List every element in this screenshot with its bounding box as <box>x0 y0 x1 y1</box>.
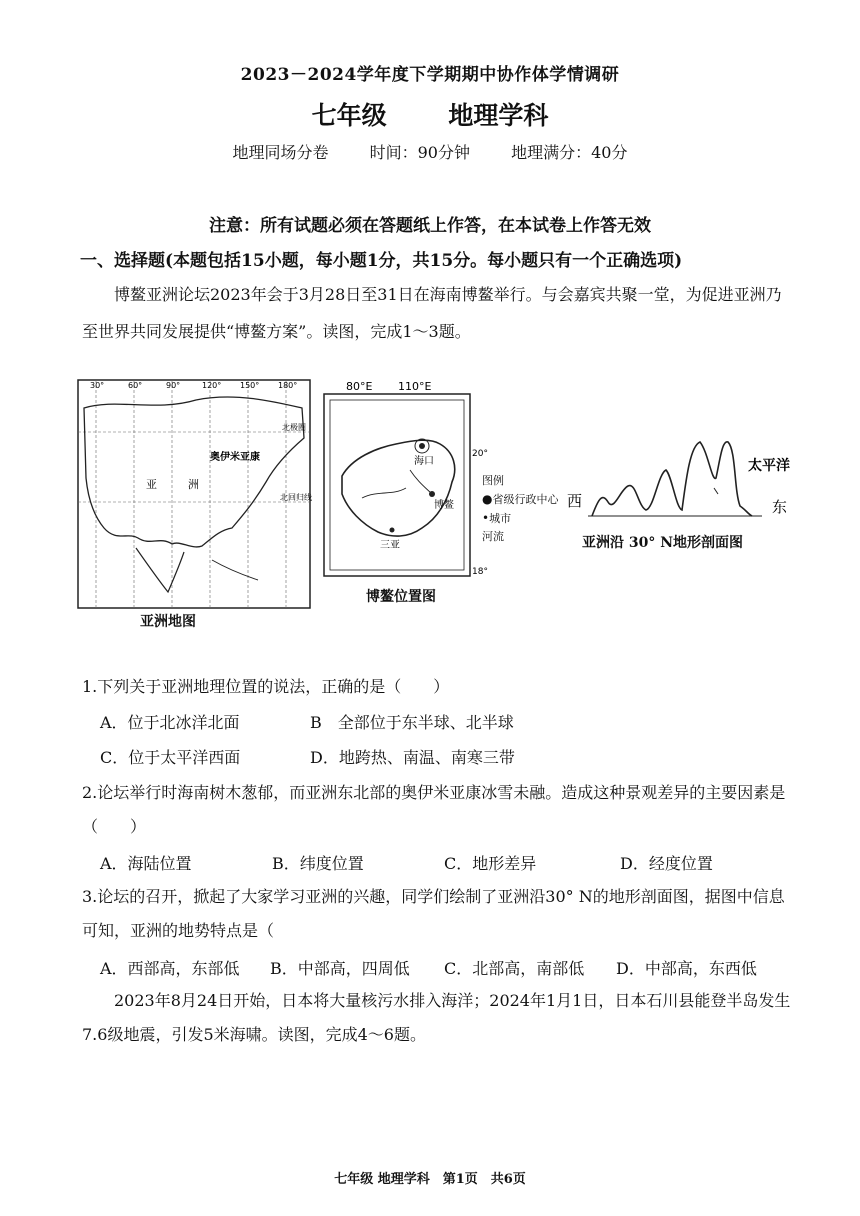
intro-paragraph: 博鳌亚洲论坛2023年会于3月28日至31日在海南博鳌举行。与会嘉宾共聚一堂，为促进亚洲乃至世界共同发展提供“博鳌方案”。读图，完成1～3题。 <box>82 285 782 341</box>
question-3-option-d: D．中部高，东西低 <box>616 959 757 978</box>
question-1-option-b: B 全部位于东半球、北半球 <box>310 713 514 732</box>
legend-river: 河流 <box>482 530 504 543</box>
zhou-label: 洲 <box>188 478 199 491</box>
section-title: 一、选择题(本题包括15小题，每小题1分，共15分。每小题只有一个正确选项) <box>80 251 683 271</box>
question-1-option-c: C．位于太平洋西面 <box>100 748 241 767</box>
subject-title: 七年级 地理学科 <box>311 101 549 130</box>
question-2-option-c: C．地形差异 <box>444 854 537 873</box>
map-legend <box>482 472 558 546</box>
question-2-option-b: B．纬度位置 <box>272 854 364 873</box>
question-3-option-b: B．中部高，四周低 <box>270 959 410 978</box>
city-dot-icon: • <box>482 511 490 525</box>
asia-map-figure <box>76 378 314 610</box>
boao-map-figure <box>322 378 488 580</box>
page-footer: 七年级 地理学科 第1页 共6页 <box>334 1172 526 1187</box>
asia-lon-60: 60° <box>128 381 143 390</box>
asia-lon-180: 180° <box>278 381 298 390</box>
question-3-option-c: C．北部高，南部低 <box>444 959 585 978</box>
exam-title: 2023－2024学年度下学期期中协作体学情调研 <box>240 65 620 85</box>
capital-dot-icon: ● <box>482 492 493 506</box>
asia-map-caption: 亚洲地图 <box>140 614 196 630</box>
legend-city: •城市 <box>482 511 512 525</box>
question-2-stem: 2.论坛举行时海南树木葱郁，而亚洲东北部的奥伊米亚康冰雪未融。造成这种景观差异的主要因素是（ ） <box>82 783 786 836</box>
question-1-option-a: A．位于北冰洋北面 <box>100 713 240 732</box>
asia-lon-90: 90° <box>166 381 181 390</box>
boao-lat-20: 20° <box>472 449 488 459</box>
tropic-label: 北回归线 <box>280 493 312 502</box>
question-1-option-d: D．地跨热、南温、南寒三带 <box>310 748 515 767</box>
profile-ocean-label: 太平洋 <box>748 458 790 474</box>
question-1-stem: 1.下列关于亚洲地理位置的说法，正确的是（ ） <box>82 677 450 696</box>
question-2-option-a: A．海陆位置 <box>100 854 192 873</box>
asia-lon-30: 30° <box>90 381 105 390</box>
asia-label: 亚 <box>146 478 157 491</box>
exam-notice: 注意：所有试题必须在答题纸上作答，在本试卷上作答无效 <box>209 216 651 236</box>
question-3-stem: 3.论坛的召开，掀起了大家学习亚洲的兴趣，同学们绘制了亚洲沿30° N的地形剖面图，据图中信息可知，亚洲的地势特点是（ <box>82 887 785 940</box>
arctic-circle-label: 北极圈 <box>282 423 306 432</box>
exam-info-time: 时间：90分钟 <box>369 143 470 162</box>
boao-lon-110: 110°E <box>398 380 432 393</box>
intro-paragraph-2: 2023年8月24日开始，日本将大量核污水排入海洋；2024年1月1日，日本石川县能登半岛发生7.6级地震，引发5米海啸。读图，完成4～6题。 <box>82 991 791 1044</box>
profile-east-label: 东 <box>772 498 788 516</box>
exam-info-score: 地理满分：40分 <box>511 143 628 162</box>
boao-lon-80: 80°E <box>346 380 373 393</box>
legend-title: 图例 <box>482 474 504 487</box>
asia-lon-120: 120° <box>202 381 222 390</box>
question-2-option-d: D．经度位置 <box>620 854 713 873</box>
profile-west-label: 西 <box>567 492 583 510</box>
haikou-label: 海口 <box>414 456 434 467</box>
sanya-label: 三亚 <box>380 540 400 551</box>
boao-label: 博鳌 <box>434 500 454 511</box>
exam-info-paper: 地理同场分卷 <box>232 143 329 162</box>
boao-map-caption: 博鳌位置图 <box>366 589 436 605</box>
boao-lat-18: 18° <box>472 567 488 577</box>
exam-info <box>0 140 860 163</box>
terrain-profile-figure <box>562 420 792 530</box>
oymyakon-label: 奥伊米亚康 <box>210 452 260 463</box>
question-3-option-a: A．西部高，东部低 <box>100 959 240 978</box>
asia-lon-150: 150° <box>240 381 260 390</box>
profile-caption: 亚洲沿 30° N地形剖面图 <box>582 535 744 551</box>
legend-capital: ●省级行政中心 <box>482 492 559 506</box>
